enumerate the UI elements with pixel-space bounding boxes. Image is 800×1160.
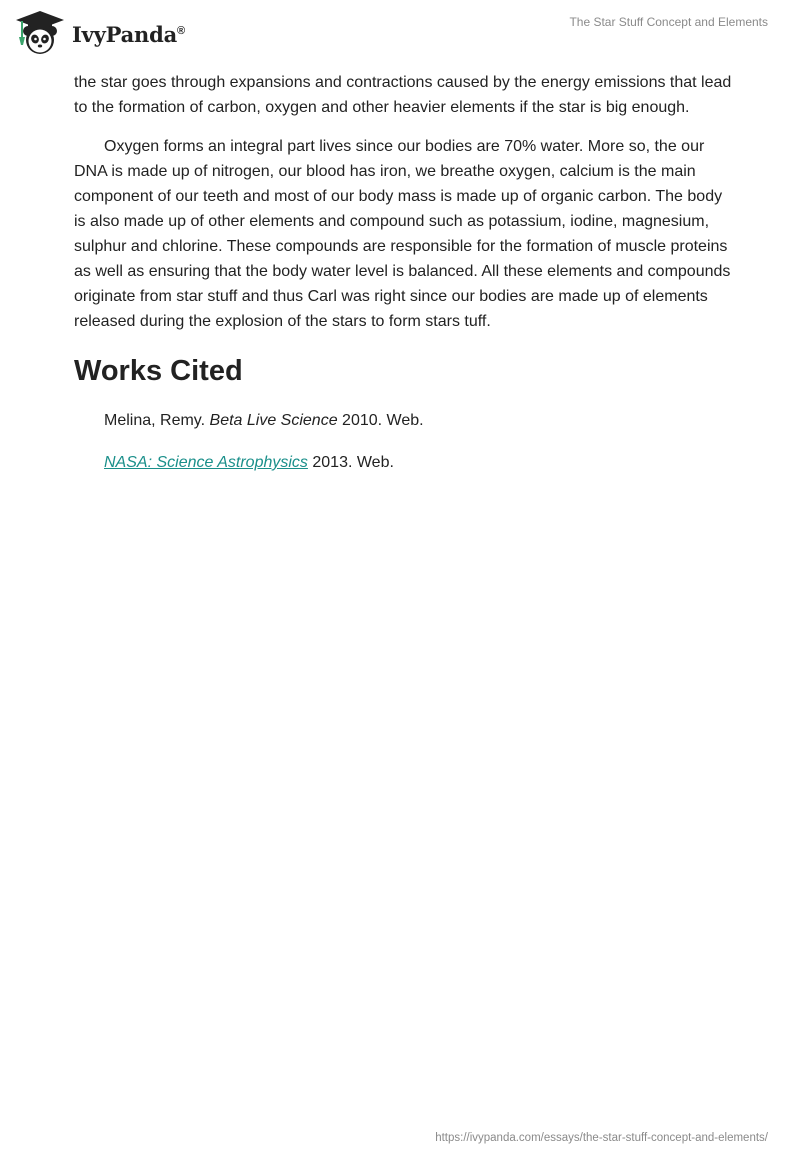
logo-wordmark: IvyPanda® — [72, 21, 185, 47]
citation-link-nasa[interactable]: NASA: Science Astrophysics — [104, 454, 308, 471]
citation-details: 2013. Web. — [307, 454, 394, 471]
paragraph-continued: the star goes through expansions and contractions caused by the energy emissions that lead to the formation of carbon, oxygen and other heavier elements if the star is big enough. — [74, 74, 732, 116]
citation-melina — [104, 410, 734, 432]
page-header — [0, 0, 800, 70]
citation-title: Beta Live Science — [209, 412, 338, 429]
paragraph-oxygen: Oxygen forms an integral part lives since our bodies are 70% water. More so, the our DNA is made up of nitrogen, our blood has iron, we breathe oxygen, calcium is the main component of our teeth and most of our body mass is made up of organic carbon. The body is also made up of other elements and compound such as potassium, iodine, magnesium, sulphur and chlorine. These compounds are responsible for the formation of muscle proteins as well as ensuring that the body water level is balanced. All these elements and compounds originate from star stuff and thus Carl was right since our bodies are made up of elements released during the explosion of the stars to form stars tuff. — [74, 138, 731, 330]
document-title: The Star Stuff Concept and Elements — [569, 15, 768, 29]
citation-author: Melina, Remy. — [104, 412, 210, 429]
source-url: https://ivypanda.com/essays/the-star-stuff-concept-and-elements/ — [435, 1132, 768, 1144]
citation-nasa — [104, 452, 734, 474]
citation-details: 2010. Web. — [337, 412, 424, 429]
works-cited-heading: Works Cited — [74, 355, 243, 387]
panda-graduate-icon — [14, 9, 66, 57]
ivypanda-logo[interactable] — [14, 8, 185, 58]
essay-content — [74, 70, 734, 494]
